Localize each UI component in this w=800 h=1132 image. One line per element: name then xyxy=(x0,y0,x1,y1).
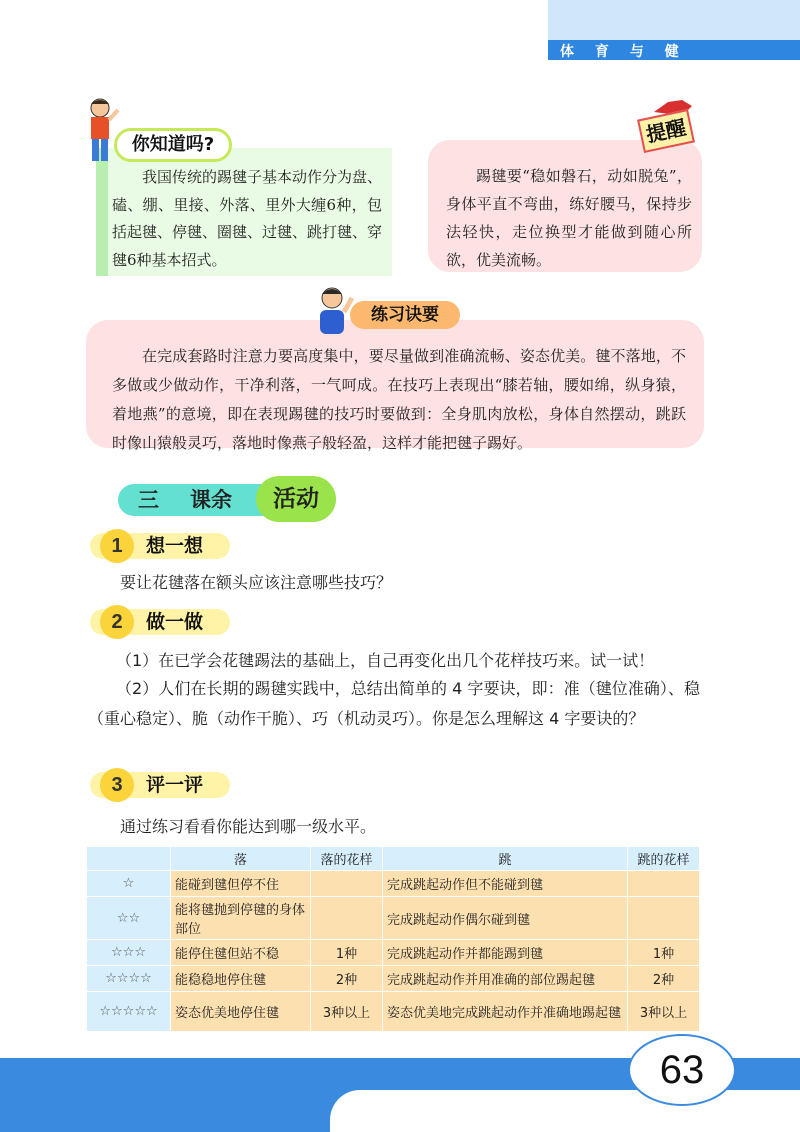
boy-waving-icon xyxy=(312,284,354,336)
activity-2-number: 2 xyxy=(100,605,134,639)
table-cell xyxy=(628,897,700,940)
table-cell: 姿态优美地完成跳起动作并准确地踢起毽 xyxy=(383,992,628,1032)
table-header-cell: 跳的花样 xyxy=(628,847,700,871)
table-cell: 姿态优美地停住毽 xyxy=(171,992,311,1032)
table-cell-stars: ☆☆☆☆☆ xyxy=(87,992,171,1032)
section-label-b: 活动 xyxy=(273,486,319,512)
table-cell: 3种以上 xyxy=(628,992,700,1032)
table-cell-stars: ☆ xyxy=(87,871,171,897)
section-label-a: 课余 xyxy=(190,488,232,512)
table-cell: 完成跳起动作并用准确的部位踢起毽 xyxy=(383,966,628,992)
table-header-cell: 落 xyxy=(171,847,311,871)
activity-3-label: 评一评 xyxy=(146,774,204,796)
table-cell: 2种 xyxy=(628,966,700,992)
table-header-cell xyxy=(87,847,171,871)
table-cell: 完成跳起动作但不能碰到毽 xyxy=(383,871,628,897)
section-number: 三 xyxy=(138,488,159,512)
table-cell xyxy=(311,871,383,897)
table-header-row xyxy=(87,847,700,871)
table-cell: 能碰到毽但停不住 xyxy=(171,871,311,897)
activity-1-number: 1 xyxy=(100,529,134,563)
activity-1-text: 要让花毽落在额头应该注意哪些技巧？ xyxy=(120,573,393,592)
level-table xyxy=(86,846,700,1032)
table-cell-stars: ☆☆☆☆ xyxy=(87,966,171,992)
activity-2-label: 做一做 xyxy=(146,611,204,633)
table-cell xyxy=(628,871,700,897)
table-cell: 能将毽抛到停毽的身体部位 xyxy=(171,897,311,940)
reminder-text: 踢毽要“稳如磐石，动如脱兔”，身体平直不弯曲，练好腰马，保持步法轻快，走位换型才能做到随心所欲，优美流畅。 xyxy=(446,167,692,269)
table-cell: 能稳稳地停住毽 xyxy=(171,966,311,992)
page-number: 63 xyxy=(659,1048,705,1092)
table-cell-stars: ☆☆☆ xyxy=(87,940,171,966)
table-row xyxy=(87,992,700,1032)
table-row xyxy=(87,940,700,966)
table-cell: 完成跳起动作并都能踢到毽 xyxy=(383,940,628,966)
table-cell: 能停住毽但站不稳 xyxy=(171,940,311,966)
boy-illustration-icon xyxy=(80,96,120,166)
did-you-know-tag: 你知道吗? xyxy=(114,128,232,162)
table-cell: 1种 xyxy=(311,940,383,966)
table-cell: 2种 xyxy=(311,966,383,992)
activity-3-text: 通过练习看看你能达到哪一级水平。 xyxy=(120,817,377,836)
table-cell-stars: ☆☆ xyxy=(87,897,171,940)
table-cell xyxy=(311,897,383,940)
table-header-cell: 跳 xyxy=(383,847,628,871)
practice-tips-text: 在完成套路时注意力要高度集中，要尽量做到准确流畅、姿态优美。毽不落地，不多做或少做动作，干净利落，一气呵成。在技巧上表现出“膝若轴，腰如绵，纵身猿，着地燕”的意境，即在表现踢毽的技巧时要做到：全身肌肉放松，身体自然摆动，跳跃时像山猿般灵巧，落地时像燕子般轻盈，这样才能把毽子踢好。 xyxy=(112,347,686,452)
practice-tips-tag: 练习诀要 xyxy=(350,301,460,329)
table-header-cell: 落的花样 xyxy=(311,847,383,871)
table-row xyxy=(87,897,700,940)
table-cell: 1种 xyxy=(628,940,700,966)
running-title: 体 育 与 健 康 xyxy=(560,44,687,80)
reminder-tag: 提醒 xyxy=(637,109,695,153)
activity-1-label: 想一想 xyxy=(146,535,204,557)
table-cell: 3种以上 xyxy=(311,992,383,1032)
activity-2-text-1: （1）在已学会花毽踢法的基础上，自己再变化出几个花样技巧来。试一试！ xyxy=(116,651,655,670)
activity-2-text-2: （2）人们在长期的踢毽实践中，总结出简单的 4 字要诀，即：准（毽位准确）、稳（重心稳定）、脆（动作干脆）、巧（机动灵巧）。你是怎么理解这 4 字要诀的？ xyxy=(88,679,700,728)
activity-3-number: 3 xyxy=(100,768,134,802)
did-you-know-text: 我国传统的踢毽子基本动作分为盘、磕、绷、里接、外落、里外大缠6种，包括起毽、停毽、圈毽、过毽、跳打毽、穿毽6种基本招式。 xyxy=(112,168,383,269)
table-cell: 完成跳起动作偶尔碰到毽 xyxy=(383,897,628,940)
table-row xyxy=(87,966,700,992)
table-row xyxy=(87,871,700,897)
